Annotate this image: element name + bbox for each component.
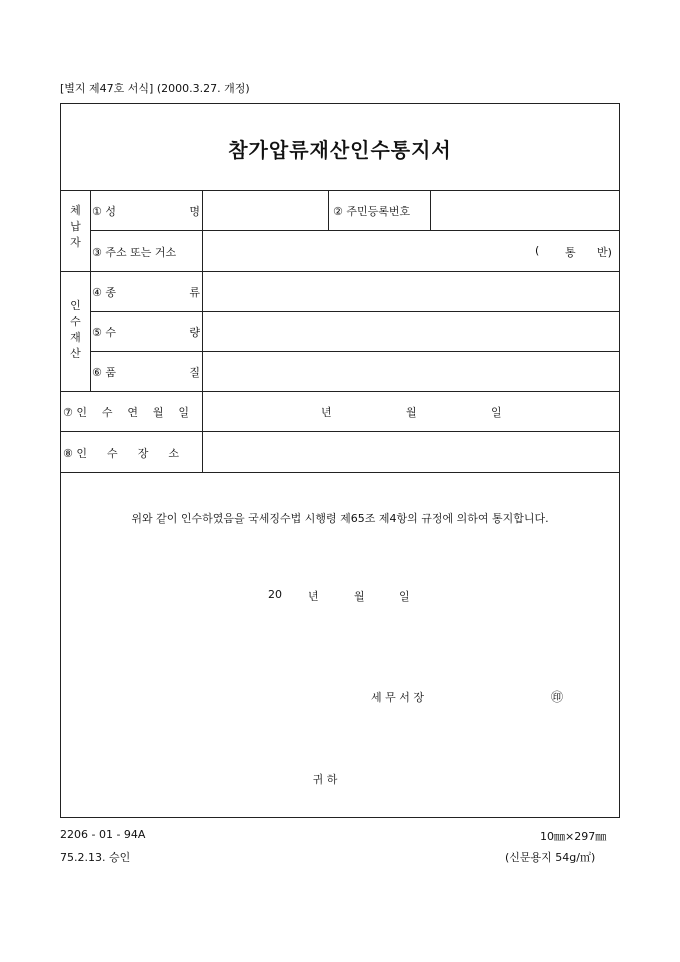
rule-group-divider [90, 190, 91, 391]
form-title: 참가압류재산인수통지서 [228, 138, 452, 162]
take-date-year: 년 [321, 406, 332, 419]
address-ban: 반) [597, 246, 612, 259]
debtor-group-label: 체 납 자 [70, 204, 81, 249]
rule-place-bottom [61, 472, 619, 473]
notice-date-month: 월 [354, 590, 365, 603]
take-date-label: ⑦ 인 수 연 월 일 [63, 406, 189, 419]
address-tong: 통 [565, 246, 576, 259]
kind-field[interactable] [203, 272, 619, 311]
take-date-month: 월 [406, 406, 417, 419]
quality-field[interactable] [203, 352, 619, 391]
resident-no-label: ② 주민등록번호 [333, 205, 411, 218]
kind-label: ④ 종 류 [92, 286, 200, 299]
paper-size: 10㎜×297㎜ [540, 830, 607, 843]
take-place-label: ⑧ 인 수 장 소 [63, 447, 179, 460]
quality-label: ⑥ 품 질 [92, 366, 200, 379]
address-label: ③ 주소 또는 거소 [92, 246, 177, 259]
rule-name-value-divider [328, 190, 329, 230]
notice-date-year: 년 [308, 590, 319, 603]
form-label: [별지 제47호 서식] (2000.3.27. 개정) [60, 82, 250, 95]
recipient-honorific: 귀 하 [312, 773, 338, 786]
statement-text: 위와 같이 인수하였음을 국세징수법 시행령 제65조 제4항의 규정에 의하여 통지합니다. [131, 512, 549, 525]
address-field[interactable] [203, 231, 619, 271]
name-label: ① 성 명 [92, 205, 200, 218]
form-code: 2206 - 01 - 94A [60, 828, 146, 841]
notice-date-prefix: 20 [268, 588, 282, 601]
form-frame [60, 103, 620, 818]
notice-date-day: 일 [399, 590, 410, 603]
address-paren-open: ( [535, 244, 540, 257]
approval-date: 75.2.13. 승인 [60, 851, 131, 864]
take-date-day: 일 [491, 406, 502, 419]
resident-no-field[interactable] [431, 191, 619, 230]
seal-mark: ㊞ [551, 690, 564, 704]
paper-type: (신문용지 54g/㎡) [505, 851, 596, 864]
name-field[interactable] [203, 191, 328, 230]
quantity-label: ⑤ 수 량 [92, 326, 200, 339]
take-place-field[interactable] [203, 432, 619, 472]
property-group-label: 인 수 재 산 [70, 299, 81, 360]
office-head: 세 무 서 장 [371, 691, 424, 704]
quantity-field[interactable] [203, 312, 619, 351]
